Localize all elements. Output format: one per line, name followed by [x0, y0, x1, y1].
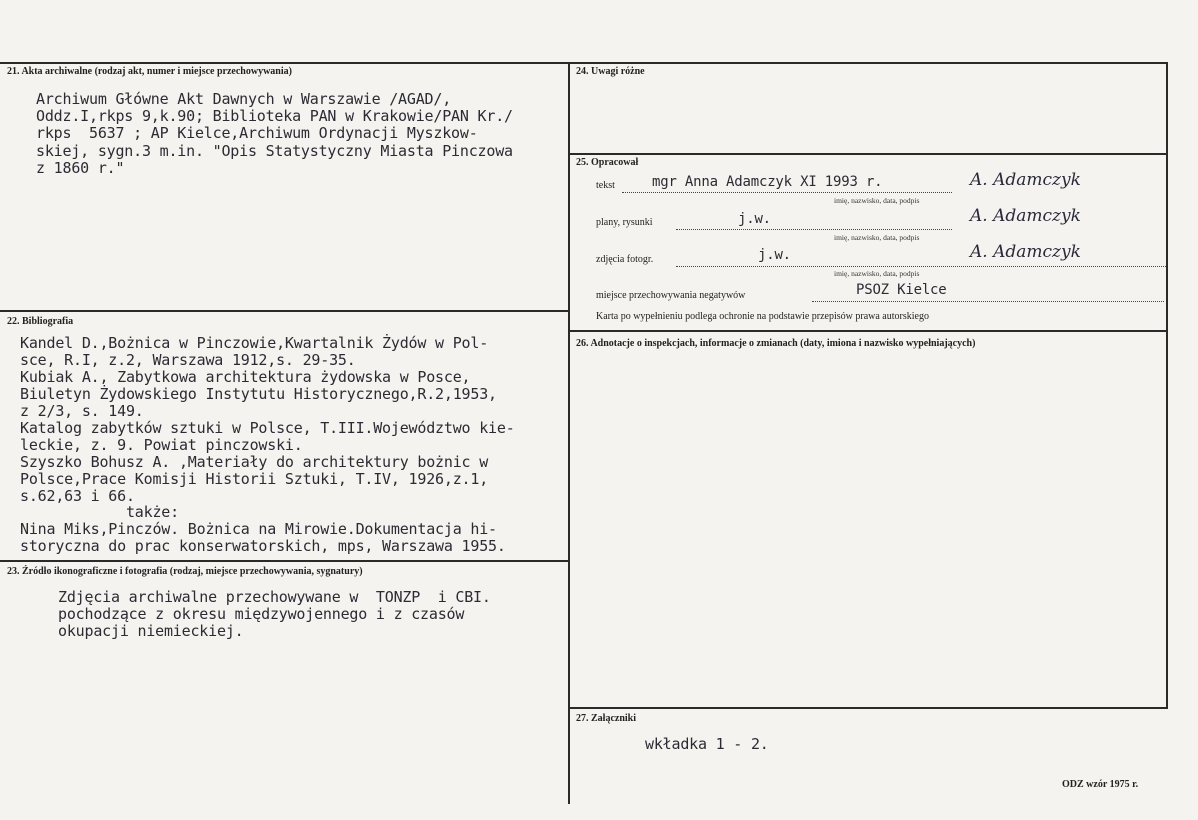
negatives-dotted-line — [812, 301, 1164, 302]
section-22-line: Kandel D.,Bożnica w Pinczowie,Kwartalnik Żydów w Pol- — [20, 334, 489, 352]
section-23-line: okupacji niemieckiej. — [58, 622, 244, 640]
section-22-line: także: — [20, 503, 179, 521]
section-22-label: 22. Bibliografia — [7, 316, 74, 327]
section-22-line: sce, R.I, z.2, Warszawa 1912,s. 29-35. — [20, 351, 356, 369]
zdjecia-value: j.w. — [758, 247, 791, 263]
tekst-signature: A. Adamczyk — [970, 170, 1081, 190]
section-22-line: z 2/3, s. 149. — [20, 402, 144, 420]
section-22-line: Polsce,Prace Komisji Historii Sztuki, T.IV, 1926,z.1, — [20, 470, 489, 488]
section-22-line: leckie, z. 9. Powiat pinczowski. — [20, 436, 303, 454]
tekst-dotted-line — [622, 192, 952, 193]
tekst-label: tekst — [596, 180, 615, 191]
section-22-line: s.62,63 i 66. — [20, 487, 135, 505]
tekst-value: mgr Anna Adamczyk XI 1993 r. — [652, 174, 883, 190]
section-22-line: storyczna do prac konserwatorskich, mps, Warszawa 1955. — [20, 537, 506, 555]
zdjecia-label: zdjęcia fotogr. — [596, 254, 654, 265]
section-21-line: rkps 5637 ; AP Kielce,Archiwum Ordynacji Myszkow- — [36, 124, 478, 142]
rule-24-25 — [568, 153, 1168, 155]
section-23-line: Zdjęcia archiwalne przechowywane w TONZP i CBI. — [58, 588, 491, 606]
zdjecia-signature: A. Adamczyk — [970, 242, 1081, 262]
zdjecia-dotted-line — [676, 266, 1166, 267]
plany-dotted-line — [676, 229, 952, 230]
section-27-label: 27. Załączniki — [576, 713, 637, 724]
section-25-label: 25. Opracował — [576, 157, 639, 168]
section-22-line: Katalog zabytków sztuki w Polsce, T.III.Województwo kie- — [20, 419, 515, 437]
column-divider — [568, 62, 570, 804]
section-23-line: pochodzące z okresu międzywojennego i z czasów — [58, 605, 465, 623]
plany-signature: A. Adamczyk — [970, 206, 1081, 226]
plany-value: j.w. — [738, 211, 771, 227]
section-26-label: 26. Adnotacje o inspekcjach, informacje o zmianach (daty, imiona i nazwisko wypełniających) — [576, 338, 976, 349]
negatives-label: miejsce przechowywania negatywów — [596, 290, 746, 301]
section-22-line: Biuletyn Żydowskiego Instytutu Historycznego,R.2,1953, — [20, 385, 497, 403]
copyright-note: Karta po wypełnieniu podlega ochronie na podstawie przepisów prawa autorskiego — [596, 311, 929, 322]
tekst-hint: imię, nazwisko, data, podpis — [834, 196, 920, 205]
plany-hint: imię, nazwisko, data, podpis — [834, 233, 920, 242]
negatives-value: PSOZ Kielce — [856, 282, 947, 298]
section-21-line: z 1860 r." — [36, 159, 125, 177]
rule-26-27 — [568, 707, 1168, 709]
section-21-line: skiej, sygn.3 m.in. "Opis Statystyczny Miasta Pinczowa — [36, 142, 513, 160]
form-identifier: ODZ wzór 1975 r. — [1062, 779, 1139, 790]
section-21-label: 21. Akta archiwalne (rodzaj akt, numer i miejsce przechowywania) — [7, 66, 292, 77]
section-21-line: Archiwum Główne Akt Dawnych w Warszawie /AGAD/, — [36, 90, 452, 108]
section-23-label: 23. Źródło ikonograficzne i fotografia (rodzaj, miejsce przechowywania, sygnatury) — [7, 566, 363, 577]
section-22-line: Szyszko Bohusz A. ,Materiały do architektury bożnic w — [20, 453, 489, 471]
zdjecia-hint: imię, nazwisko, data, podpis — [834, 269, 920, 278]
section-22-line: Nina Miks,Pinczów. Bożnica na Mirowie.Dokumentacja hi- — [20, 520, 497, 538]
rule-21-22 — [0, 310, 568, 312]
rule-25-26 — [568, 330, 1168, 332]
section-24-label: 24. Uwagi różne — [576, 66, 645, 77]
section-21-line: Oddz.I,rkps 9,k.90; Biblioteka PAN w Krakowie/PAN Kr./ — [36, 107, 513, 125]
section-22-line: Kubiak A., Zabytkowa architektura żydowska w Posce, — [20, 368, 471, 386]
plany-label: plany, rysunki — [596, 217, 653, 228]
section-27-value: wkładka 1 - 2. — [645, 735, 769, 753]
top-rule — [0, 62, 1168, 64]
rule-22-23 — [0, 560, 568, 562]
right-border — [1166, 62, 1168, 707]
